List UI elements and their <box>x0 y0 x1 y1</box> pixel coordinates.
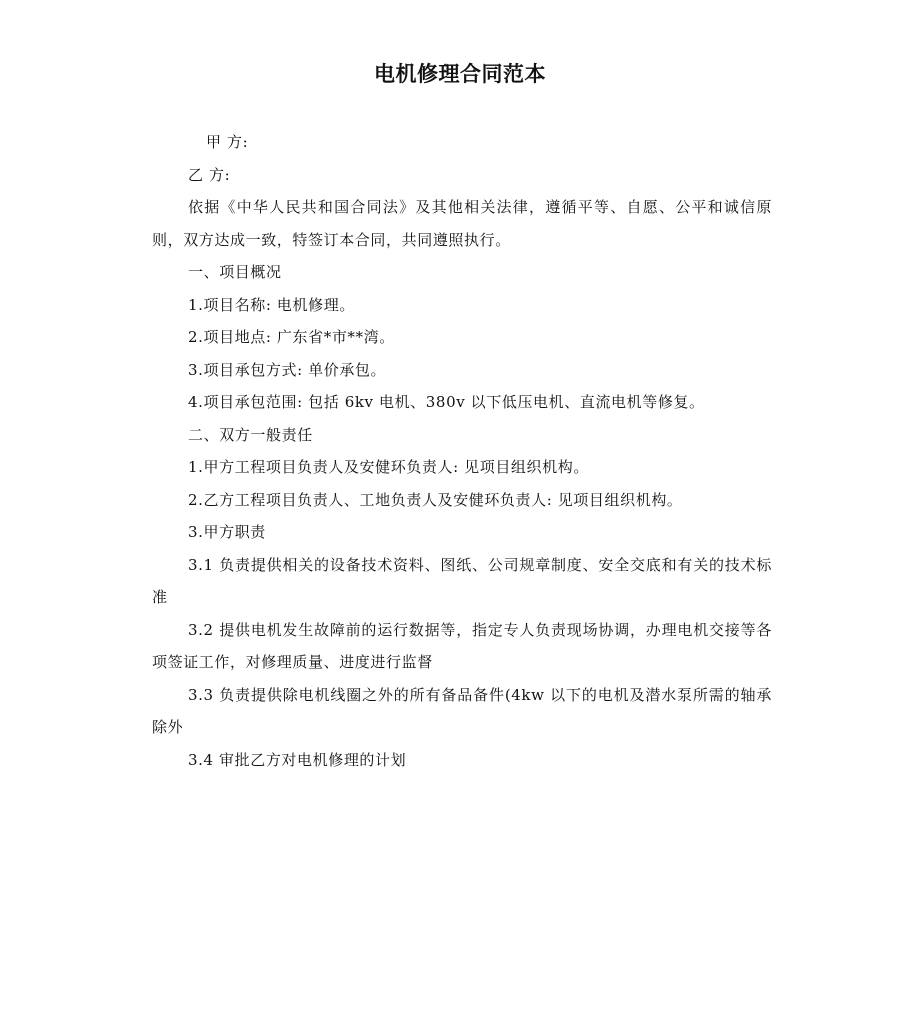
clause-item: 2.项目地点: 广东省*市**湾。 <box>188 328 395 346</box>
clause-item: 3.2 提供电机发生故障前的运行数据等，指定专人负责现场协调，办理电机交接等各项签证工作，对修理质量、进度进行监督 <box>152 620 772 671</box>
clause-item: 3.甲方职责 <box>188 523 266 541</box>
section-heading: 一、项目概况 <box>188 263 282 281</box>
clause-item: 1.项目名称: 电机修理。 <box>188 295 355 314</box>
document-title: 电机修理合同范本 <box>374 62 546 86</box>
document-body <box>152 126 772 776</box>
clause-item: 3.1 负责提供相关的设备技术资料、图纸、公司规章制度、安全交底和有关的技术标准 <box>152 555 772 606</box>
section-heading: 二、双方一般责任 <box>188 425 313 444</box>
clause-item: 1.甲方工程项目负责人及安健环负责人: 见项目组织机构。 <box>188 458 589 476</box>
party-b-line: 乙 方: <box>188 165 231 184</box>
clause-item: 3.4 审批乙方对电机修理的计划 <box>188 750 407 769</box>
preamble-paragraph: 依据《中华人民共和国合同法》及其他相关法律，遵循平等、自愿、公平和诚信原则，双方达成一致，特签订本合同，共同遵照执行。 <box>152 198 772 249</box>
clause-item: 3.项目承包方式: 单价承包。 <box>188 360 387 379</box>
clause-item: 3.3 负责提供除电机线圈之外的所有备品备件(4kw 以下的电机及潜水泵所需的轴承除外 <box>152 685 772 736</box>
party-a-line: 甲 方: <box>206 133 249 151</box>
clause-item: 2.乙方工程项目负责人、工地负责人及安健环负责人: 见项目组织机构。 <box>188 490 683 509</box>
clause-item: 4.项目承包范围: 包括 6kv 电机、380v 以下低压电机、直流电机等修复。 <box>188 393 705 411</box>
